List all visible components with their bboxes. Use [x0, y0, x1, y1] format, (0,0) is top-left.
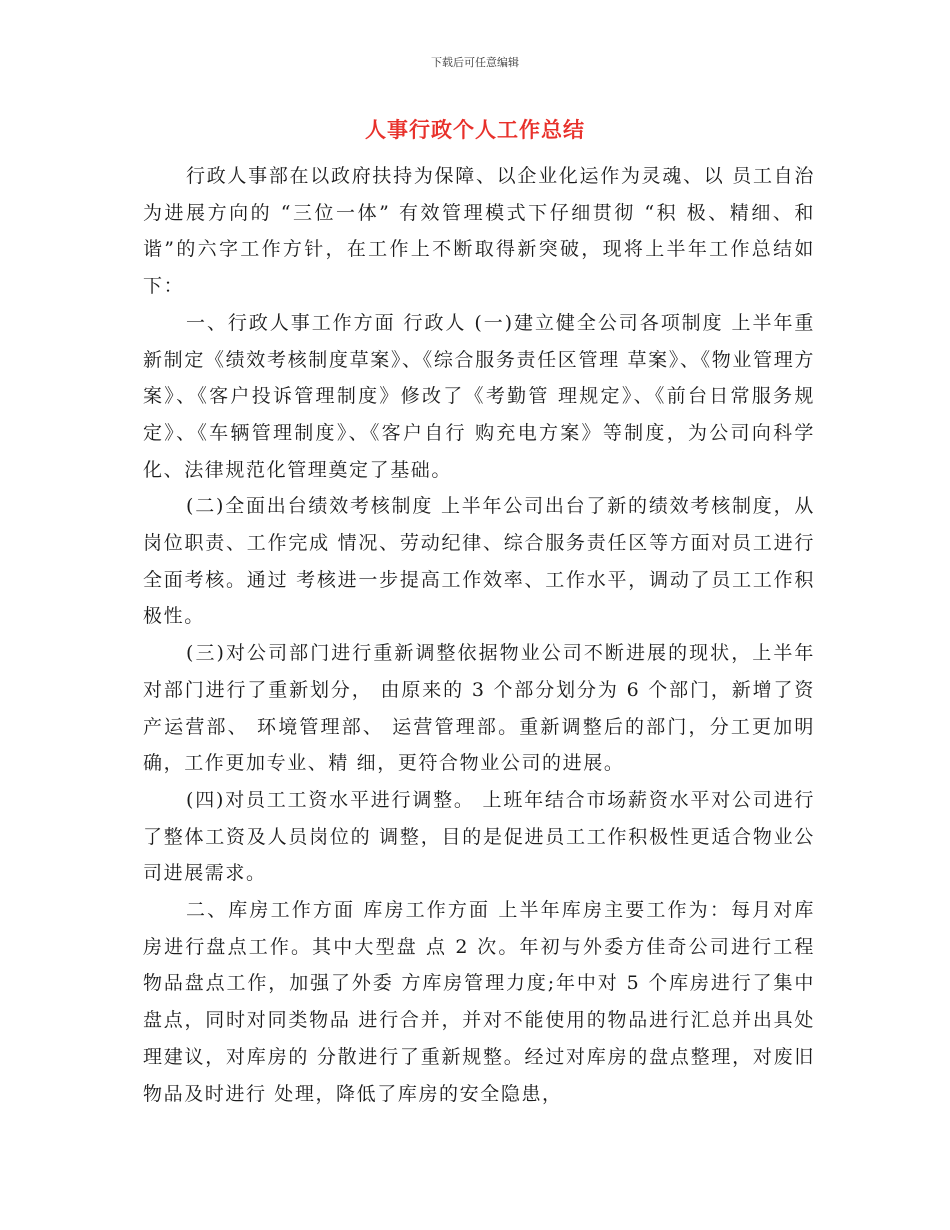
paragraph-intro: 行政人事部在以政府扶持为保障、以企业化运作为灵魂、以 员工自治为进展方向的 “三位一体” 有效管理模式下仔细贯彻 “积 极、精细、和谐”的六字工作方针，在工作上不断取得新突破，现将上半年工作总结如下：: [143, 165, 815, 298]
paragraph-section-1-item-4: (四)对员工工资水平进行调整。 上班年结合市场薪资水平对公司进行了整体工资及人员岗位的 调整，目的是促进员工工作积极性更适合物业公司进展需求。: [143, 788, 815, 885]
header-note: 下载后可任意编辑: [431, 56, 519, 69]
paragraph-section-2: 二、库房工作方面 库房工作方面 上半年库房主要工作为：每月对库房进行盘点工作。其中大型盘 点 2 次。年初与外委方佳奇公司进行工程物品盘点工作，加强了外委 方库房管理力度;年中对 5 个库房进行了集中盘点，同时对同类物品 进行合并，并对不能使用的物品进行汇总并出具处理建议，对库房的 分散进行了重新规整。经过对库房的盘点整理，对废旧物品及时进行 处理，降低了库房的安全隐患，: [143, 899, 815, 1105]
document-title: 人事行政个人工作总结: [365, 118, 585, 142]
paragraph-section-1-item-1: 一、行政人事工作方面 行政人 (一)建立健全公司各项制度 上半年重新制定《绩效考核制度草案》、《综合服务责任区管理 草案》、《物业管理方案》、《客户投诉管理制度》修改了《考勤管 理规定》、《前台日常服务规定》、《车辆管理制度》、《客户自行 购充电方案》等制度，为公司向科学化、法律规范化管理奠定了基础。: [143, 311, 815, 481]
paragraph-section-1-item-2: (二)全面出台绩效考核制度 上半年公司出台了新的绩效考核制度，从岗位职责、工作完成 情况、劳动纪律、综合服务责任区等方面对员工进行全面考核。通过 考核进一步提高工作效率、工作水平，调动了员工工作积极性。: [143, 495, 815, 628]
document-body: [143, 158, 815, 1112]
paragraph-section-1-item-3: (三)对公司部门进行重新调整依据物业公司不断进展的现状，上半年对部门进行了重新划分， 由原来的 3 个部分划分为 6 个部门，新增了资产运营部、 环境管理部、 运营管理部。重新调整后的部门，分工更加明确，工作更加专业、精 细，更符合物业公司的进展。: [143, 642, 815, 775]
